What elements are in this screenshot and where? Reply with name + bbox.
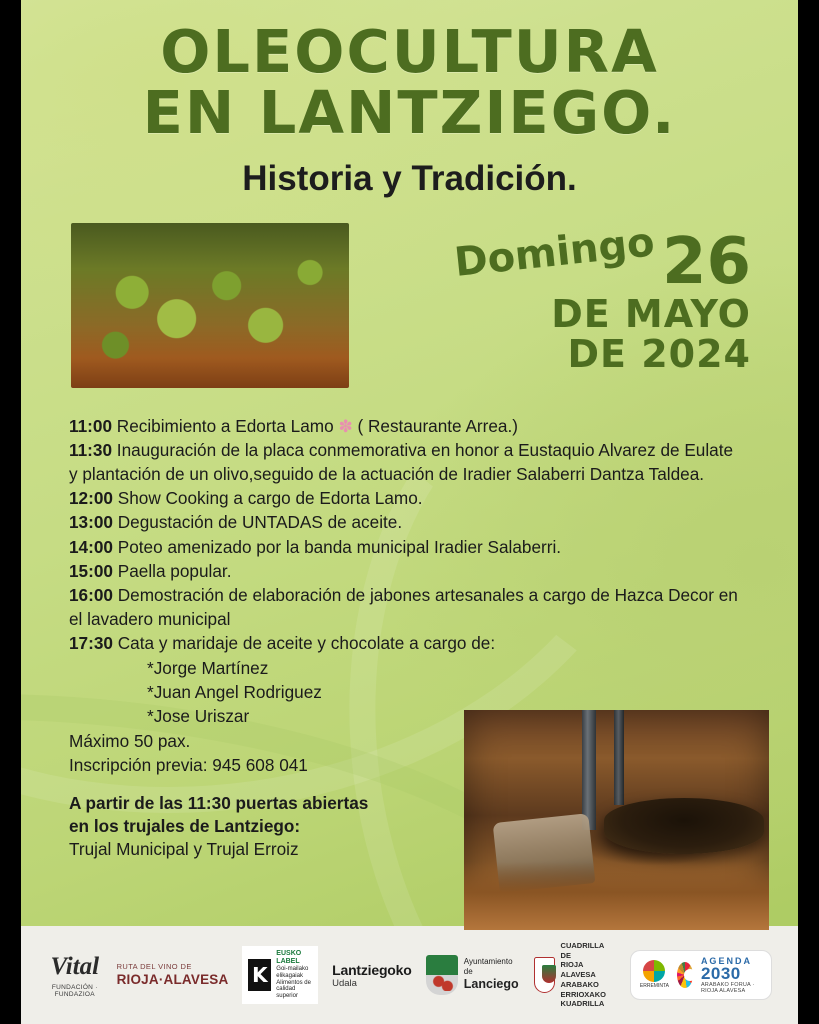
- sponsor-logo-bar: [21, 926, 798, 1024]
- agenda-year: 2030: [700, 963, 741, 983]
- logo-vital-name: Vital: [50, 952, 100, 980]
- logo-lantziegoko-udala: [332, 962, 411, 989]
- agenda-label: AGENDA: [700, 955, 752, 966]
- opening-note-line-1: A partir de las 11:30 puertas abiertas: [69, 792, 369, 813]
- schedule-item: [69, 560, 741, 583]
- event-date-block: [371, 218, 751, 376]
- eusko-label-line-1: Goi-mailako: [276, 965, 309, 972]
- capacity-note: Máximo 50 pax.: [69, 730, 191, 751]
- flower-icon: ✽: [338, 416, 353, 436]
- logo-cuadrilla-line-2: RIOJA ALAVESA: [560, 960, 596, 980]
- poster-canvas: [21, 0, 798, 1024]
- olive-mill-photo: [464, 710, 769, 930]
- schedule-item: [69, 487, 741, 510]
- schedule-text: Recibimiento a Edorta Lamo: [116, 415, 334, 436]
- poster-title-line-2: EN LANTZIEGO.: [142, 78, 677, 147]
- agenda-sub: ARABAKO FORUA · RIOJA ALAVESA: [700, 982, 755, 995]
- event-weekday: Domingo: [452, 218, 657, 286]
- eusko-label-mark: K: [248, 959, 271, 991]
- logo-ruta-line-2: RIOJA·ALAVESA: [116, 971, 229, 987]
- logo-udala-line-2: Udala: [332, 977, 357, 989]
- schedule-text: Paella popular.: [117, 561, 232, 582]
- logo-cuadrilla-rioja-alavesa: [534, 941, 615, 1009]
- logo-agenda-2030: [630, 950, 772, 1000]
- logo-cuadrilla-line-1: CUADRILLA DE: [560, 940, 605, 960]
- mill-vat: [604, 798, 764, 854]
- schedule-text: Demostración de elaboración de jabones artesanales a cargo de Hazca Decor en el lavadero municipal: [69, 585, 738, 629]
- logo-eusko-label: [242, 946, 318, 1005]
- logo-ayuntamiento-lanciego: [426, 955, 521, 995]
- logo-ayto-line-1: Ayuntamiento de: [463, 957, 513, 977]
- logo-ruta-del-vino: [117, 963, 229, 986]
- schedule-text: Cata y maridaje de aceite y chocolate a cargo de:: [117, 633, 496, 654]
- schedule-text: Degustación de UNTADAS de aceite.: [117, 512, 403, 533]
- schedule-time: 15:00: [69, 561, 113, 582]
- event-year: DE 2024: [567, 331, 751, 376]
- logo-ayto-line-2: Lanciego: [463, 977, 519, 992]
- schedule-text: Poteo amenizado por la banda municipal Iradier Salaberri.: [117, 536, 562, 557]
- logo-ruta-line-1: RUTA DEL VINO DE: [116, 962, 192, 972]
- opening-note-line-3: Trujal Municipal y Trujal Erroiz: [69, 839, 299, 860]
- cuadrilla-shield-icon: [534, 957, 554, 993]
- lanciego-shield-icon: [426, 955, 458, 995]
- logo-garden-badge: [640, 960, 669, 990]
- poster-subtitle: Historia y Tradición.: [242, 158, 577, 198]
- schedule-time: 16:00: [69, 585, 113, 606]
- schedule-time: 11:00: [69, 415, 113, 436]
- taster-item: *Juan Angel Rodriguez: [147, 682, 322, 703]
- sdg-wheel-icon: [677, 962, 693, 988]
- mill-pipe: [582, 710, 596, 830]
- schedule-item: [69, 584, 741, 631]
- schedule-time: 12:00: [69, 487, 113, 508]
- logo-cuadrilla-line-4: KUADRILLA: [560, 999, 605, 1009]
- agenda-2030-text: [701, 956, 762, 994]
- taster-item: *Jose Uriszar: [147, 706, 250, 727]
- schedule-time: 14:00: [69, 536, 113, 557]
- mill-pipe-secondary: [614, 710, 624, 805]
- hero-row: [21, 218, 798, 393]
- logo-cuadrilla-text: [561, 941, 616, 1009]
- eusko-label-text: [276, 950, 312, 1001]
- schedule-text-extra: ( Restaurante Arrea.): [357, 415, 518, 436]
- logo-udala-line-1: Lantziegoko: [332, 961, 412, 978]
- logo-vital: [47, 953, 103, 998]
- poster-title-line-1: OLEOCULTURA: [160, 17, 659, 86]
- booking-note: Inscripción previa: 945 608 041: [69, 755, 308, 776]
- eusko-label-brand: EUSKO LABEL: [276, 949, 302, 965]
- mill-floor: [464, 862, 769, 930]
- schedule-text: Show Cooking a cargo de Edorta Lamo.: [117, 487, 423, 508]
- taster-item: *Jorge Martínez: [147, 657, 269, 678]
- garden-circle-icon: [643, 960, 665, 982]
- logo-ayto-text: [464, 957, 521, 993]
- schedule-time: 13:00: [69, 512, 113, 533]
- eusko-label-line-3: Alimentos de: [276, 979, 311, 986]
- logo-cuadrilla-line-3: ARABAKO ERRIOXAKO: [560, 979, 606, 999]
- schedule-item: [69, 439, 741, 486]
- schedule-item: [69, 415, 741, 438]
- logo-vital-sub: FUNDACIÓN · FUNDAZIOA: [51, 983, 98, 998]
- schedule-text: Inauguración de la placa conmemorativa en honor a Eustaquio Alvarez de Eulate y plantación de un olivo,seguido de la actuación de Iradier Salaberri Dantza Taldea.: [69, 440, 734, 484]
- olive-branch-photo: [71, 223, 349, 388]
- schedule-item: [69, 632, 741, 655]
- eusko-label-line-2: elikagaiak: [276, 972, 303, 979]
- schedule-time: 11:30: [69, 440, 113, 461]
- logo-garden-line-1: ERREMINTA: [639, 983, 669, 990]
- schedule-time: 17:30: [69, 633, 113, 654]
- schedule-item: [69, 511, 741, 534]
- opening-note-line-2: en los trujales de Lantziego:: [69, 815, 301, 836]
- eusko-label-line-4: calidad superior: [276, 986, 298, 1000]
- event-month: DE MAYO: [551, 291, 751, 336]
- schedule-item: [69, 536, 741, 559]
- poster-content: [21, 17, 798, 862]
- event-day-number: 26: [661, 224, 751, 299]
